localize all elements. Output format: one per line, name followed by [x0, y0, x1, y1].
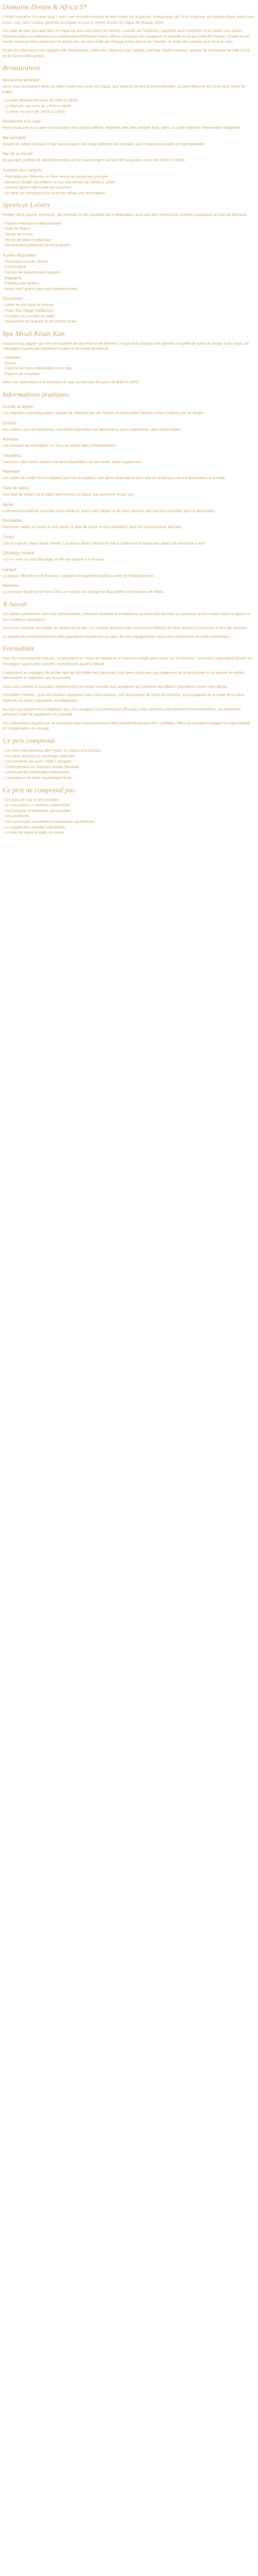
section-heading: Ce prix ne comprend pas [3, 786, 75, 794]
paragraph: Laissez-vous gagner par une atmosphère de bien-être et de détente. Le spa vous propose une gamme complète de soins du visage et du corps, de massages inspirés des traditions locales et de rituels de beauté. [3, 341, 249, 351]
list-item: - Sauna [3, 360, 16, 365]
list-item: - L'assistance de notre représentant local [3, 775, 72, 780]
paragraph: Formalités d'entrée : pour les mineurs voyageant sans leurs parents, une autorisation de sortie du territoire, accompagnée de la copie de la pièce d'identité du parent signataire, est obligatoire. [3, 692, 245, 703]
section-heading: Restauration [3, 64, 40, 73]
list-item: - Service de blanchisserie (payant) [3, 270, 61, 275]
subsection-heading: A votre disposition [3, 252, 36, 258]
subsection-heading: Paiement [3, 469, 20, 474]
list-item: - Cabines de soins individuelles et en duo [3, 366, 72, 371]
subsection-heading: Enfants [3, 420, 17, 426]
paragraph: Il appartient au voyageur de vérifier que les formalités qu'il accomplit sont bien conformes aux exigences de la destination et de prévoir les délais nécessaires à l'obtention des documents. [3, 670, 244, 681]
list-item: - Espace de relaxation [3, 371, 40, 376]
section [3, 786, 254, 836]
paragraph: Passeport valide au moins 6 mois après la date de retour et visa obligatoire pour les ressortissants français. [3, 524, 182, 530]
page-title: Domaine Dream & Africa 5* [3, 4, 87, 11]
section-heading: Formalités [3, 645, 35, 653]
subsection-heading: Climat [3, 534, 14, 539]
list-item: - Les boissons et dépenses personnelles [3, 808, 71, 813]
list-item: - Visite d'un village traditionnel [3, 308, 54, 313]
list-item: - Le petit-déjeuner est servi de 7h00 à 10h00 [3, 98, 78, 103]
section-heading: Spa Mvuli Kisan Kan [3, 330, 65, 338]
list-item: - Les assurances annulation et assistance rapatriement [3, 819, 95, 824]
list-item: - Les taxes aéroport et surcharge carburant [3, 753, 75, 758]
list-block [3, 798, 254, 836]
paragraph: Les enfants sont les bienvenus. Lits bébé disponibles sur demande et sans supplément, selon disponibilité. [3, 427, 182, 432]
paragraph: En journée, profitez de rafraîchissements et de snacks légers au bord de la piscine, ouvert de 10h00 à 18h00. [3, 158, 186, 163]
paragraph: Le respect de l'environnement et des populations locales est au cœur de nos engagements. Nous vous remercions de votre contribution. [3, 634, 231, 639]
paragraph: Pour les ressortissants français, un passeport en cours de validité et un visa sont exigés pour entrer sur le territoire. Les autres nationalités doivent se renseigner auprès des autorités compétentes avant le départ. [3, 656, 252, 667]
list-block [3, 302, 254, 324]
section-heading: Informations pratiques [3, 391, 69, 399]
list-item: - Réception ouverte 24h/24 [3, 259, 49, 264]
subsection-heading: Taxe de séjour [3, 485, 30, 490]
intro-paragraph: L'Hôtel consacre 25 suites dont 1 avec une véranda donnant de bien-fondé sur la piscine, à beaucoup, de 70 m² chacune, en bordure d'une vaste cour d'eau, vue, notre couleur générale principale et pour le confort le plus en vogue de chaque client. [3, 14, 254, 25]
paragraph: La langue officielle est le français. L'anglais est également parlé au sein de l'établissement. [3, 573, 154, 578]
paragraph: Une tenue correcte est exigée au restaurant le soir. Les enfants doivent rester sous la surveillance de leurs parents à la piscine et lors des activités. [3, 625, 249, 631]
list-item: - Les excursions et activités optionnelles [3, 803, 70, 808]
paragraph: Les animaux de compagnie ne sont pas admis dans l'établissement. [3, 443, 117, 448]
list-item: - La taxe de séjour à régler sur place [3, 830, 64, 835]
document-page [0, 0, 258, 836]
subsection-heading: Langue [3, 567, 17, 572]
paragraph: Notre restaurant à la carte vous propose une cuisine raffinée, élaborée avec des produits frais, dans un cadre intimiste. Réservation obligatoire. [3, 125, 242, 130]
list-item: - Bagagerie [3, 275, 22, 280]
subsection-heading: Bar de la piscine [3, 151, 34, 157]
list-item: - Le dîner est servi de 19h00 à 22h00 [3, 109, 66, 114]
section [3, 645, 254, 732]
paragraph: Soins sur réservation à la réception du spa, ouvert tous les jours de 9h00 à 20h00. [3, 380, 140, 385]
paragraph: Nous vous invitons à consulter régulièrement les fiches conseils aux voyageurs du ministère des Affaires étrangères avant votre départ. [3, 684, 229, 689]
paragraph: Profitez de la piscine extérieure, des transats et des parasols mis à disposition, ainsi que des nombreuses activités proposées au sein du domaine. [3, 212, 248, 217]
subsection-heading: Restaurant principal [3, 78, 40, 83]
list-block [3, 174, 254, 196]
list-item: - La formule de restauration mentionnée [3, 770, 70, 775]
list-item: - Safari en 4x4 dans la réserve [3, 302, 54, 308]
intro-paragraph: Les salle de bain principal dans le lodge est une vraie pièce de lumière, ouverte sur l'extérieur, rappelant ainsi l'extérieur et la nature. Les suites, décorées dans un chaleureux ton traditionnel d'influence locale, offrent aussi pour les voyageurs la sérénité et un pur hôtel de charme. Quand le soir tombe venez prendre place sous le grand ciel, qui sera veillé par l'équipe à une douce vie l'intimité, le chant des oiseaux et le bruit du vent. [3, 28, 250, 44]
list-item: - Un dîner au restaurant à la carte par séjour (sur réservation) [3, 190, 106, 195]
list-item: - Snacks l'après-midi au bar de la piscine [3, 185, 71, 190]
subsection-heading: Monnaie [3, 583, 19, 588]
paragraph: Il est recommandé de consulter votre médecin avant votre départ et de vous informer des vaccins conseillés pour la destination. [3, 508, 216, 513]
subsection-heading: Santé [3, 502, 13, 507]
paragraph: Les cartes de crédit Visa et MasterCard sont acceptées. Une pièce d'identité et une carte de crédit vous seront demandées à l'arrivée. [3, 476, 226, 481]
section [3, 330, 254, 385]
subsection-heading: Formule tout compris [3, 167, 42, 173]
paragraph: Les chambres sont disponibles à partir de 14h00 le jour de l'arrivée et doivent être libérées avant 11h00 le jour du départ. [3, 410, 205, 415]
section [3, 64, 254, 196]
subsection-heading: Décalage horaire [3, 551, 34, 556]
subsection-heading: Bar principal [3, 135, 26, 140]
list-item: - Les vols internationaux aller-retour en classe économique [3, 748, 102, 753]
subsection-heading: Excursions [3, 296, 23, 301]
list-item: - Petit-déjeuner, déjeuner et dîner servis au restaurant principal [3, 174, 108, 179]
list-block [3, 748, 254, 781]
section [3, 201, 254, 325]
list-block [3, 259, 254, 292]
paragraph: Transferts aller-retour depuis l'aéroport disponibles sur demande, avec supplément. [3, 459, 142, 464]
section-heading: Ce prix comprend [3, 737, 55, 745]
paragraph: Climat tropical, chaud toute l'année. La saison sèche s'étend de mai à octobre et la saison des pluies de novembre à avril. [3, 540, 206, 546]
subsection-heading: Restaurant à la carte [3, 119, 41, 124]
subsection-heading: Formalités [3, 518, 22, 523]
list-item: - Le supplément chambre individuelle [3, 824, 65, 829]
list-item: - Accès WiFi gratuit dans tout l'établissement [3, 286, 77, 291]
list-item: - Randonnées pédestres accompagnées [3, 243, 71, 248]
list-block [3, 355, 254, 377]
paragraph: Nous vous accueillons dans un cadre chaleureux pour vos repas, aux saveurs locales et internationales. Le petit-déjeuner est servi sous forme de buffet. [3, 84, 246, 94]
list-item: - Terrain de tennis [3, 232, 33, 237]
list-item: - Parking privé gratuit [3, 281, 39, 286]
list-item: - Les frais de visa et de formalités [3, 797, 59, 802]
subsection-heading: Transferts [3, 453, 21, 458]
list-block [3, 98, 254, 114]
subsection-heading: Animaux [3, 437, 19, 442]
paragraph: La monnaie locale est le franc CFA. Un bureau de change est disponible à la réception de l'hôtel. [3, 589, 164, 595]
list-item: - Les transferts aéroport / hôtel / aéroport [3, 759, 72, 764]
section [3, 737, 254, 781]
section-heading: À Savoir [3, 601, 28, 609]
paragraph: Ouvert de 10h00 à minuit, le bar vous propose une large sélection de cocktails, vins et boissons locales et internationales. [3, 141, 206, 146]
subsection-heading: Arrivée et départ [3, 404, 34, 409]
paragraph: Les photos présentées sont non contractuelles. Certaines activités et installations peuvent être fermées ou soumises à réservation selon la saison et les conditions climatiques. [3, 612, 250, 622]
section-heading: Sports et Loisirs [3, 201, 50, 210]
list-block [3, 221, 254, 248]
section [3, 600, 254, 639]
list-item: - Croisière au coucher du soleil [3, 313, 55, 318]
paragraph: Les informations figurant sur ce document sont communiquées à titre indicatif et peuvent être modifiées. Elles ne sauraient engager la responsabilité de l'organisateur du voyage. [3, 720, 250, 731]
list-item: - Boissons locales alcoolisées et non alcoolisées de 10h00 à 23h00 [3, 179, 116, 184]
list-item: - Tennis de table et pétanque [3, 237, 51, 242]
list-item: - Découverte de la faune et de la flore locale [3, 319, 77, 324]
paragraph: Aucune vaccination n'est obligatoire pour les voyageurs en provenance d'Europe, mais certaines sont fortement recommandées. Un traitement préventif contre le paludisme est conseillé. [3, 706, 241, 717]
list-item: - Salle de fitness [3, 226, 30, 231]
list-item: - Hammam [3, 354, 22, 360]
paragraph: Une taxe de séjour est à régler directement sur place, par personne et par nuit. [3, 492, 135, 497]
section [3, 391, 254, 595]
list-item: - Piscine extérieure à débordement [3, 221, 61, 226]
paragraph: +1h en hiver et sans décalage en été par rapport à la France. [3, 557, 105, 562]
list-item: - Conciergerie [3, 264, 26, 269]
list-item: - L'hébergement en chambre double standard [3, 764, 79, 769]
list-item: - Les pourboires [3, 814, 30, 819]
intro-paragraph: Toutes les chambres sont équipées de climatisation, coffre-fort, télévision par satellite, mini-bar, sèche-cheveux, plateau de bienvenue de café et thé, et de l'accès WiFi gratuit. [3, 47, 251, 58]
list-item: - Le déjeuner est servi de 12h00 à 14h30 [3, 103, 72, 108]
